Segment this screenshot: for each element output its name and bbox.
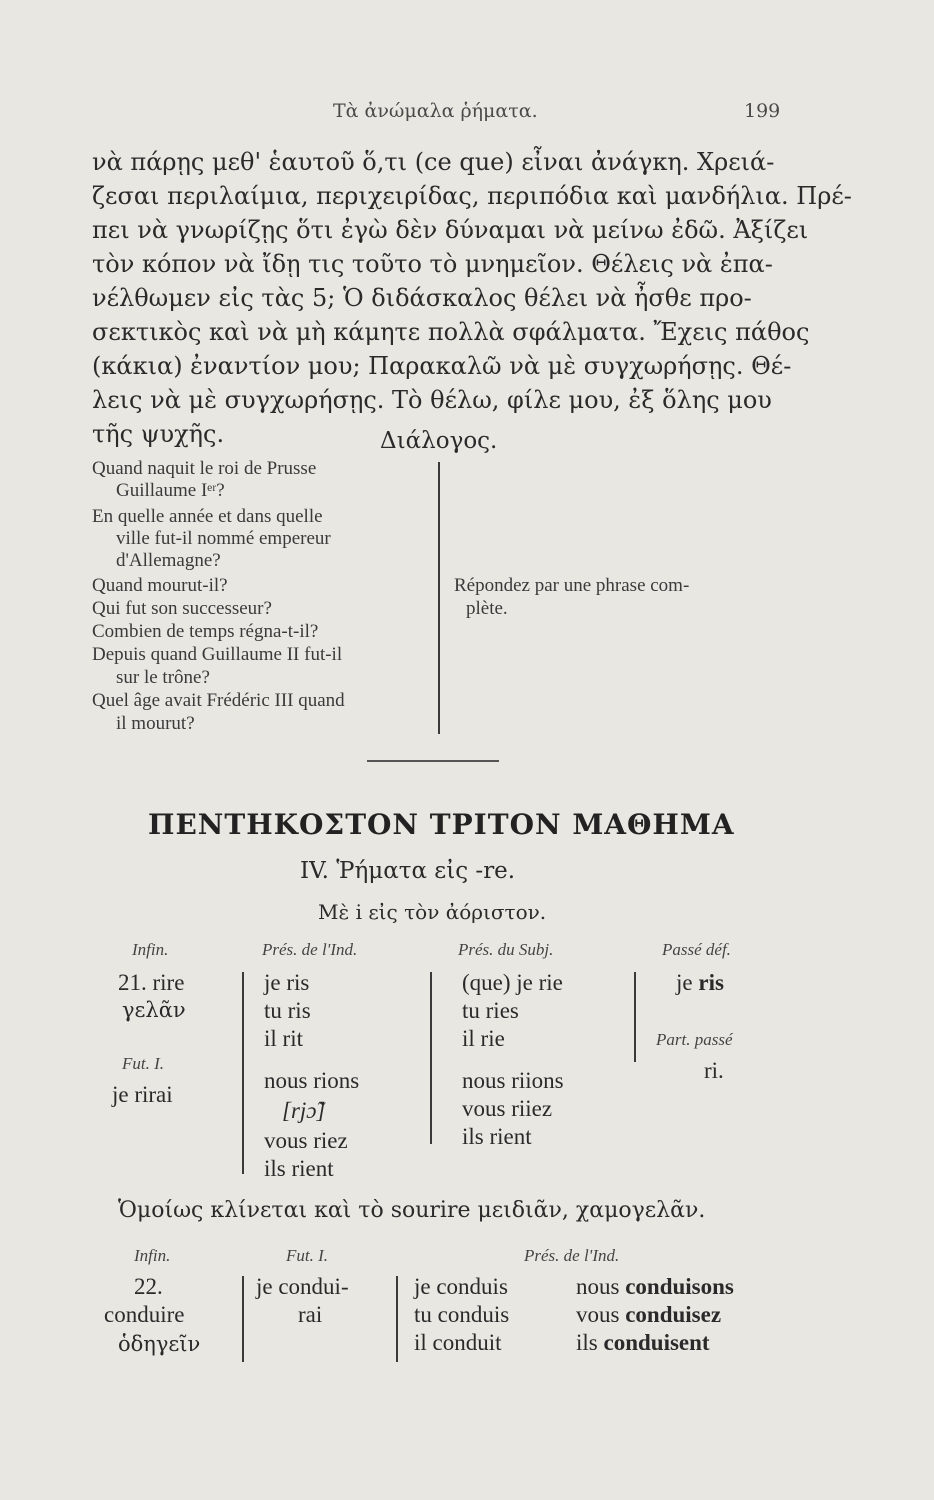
- col-header-pres-ind: Prés. de l'Ind.: [262, 940, 358, 959]
- dialogue-question: Quand naquit le roi de Prusse: [92, 458, 317, 479]
- col-header-fut: Fut. I.: [286, 1246, 329, 1265]
- pres-subj-form: il rie: [462, 1026, 505, 1051]
- dialogue-question: Qui fut son successeur?: [92, 598, 272, 619]
- pres-subj-form: nous riions: [462, 1068, 564, 1093]
- pres-subj-form: (que) je rie: [462, 970, 563, 995]
- paragraph-line: (κάκια) ἐναντίον μου; Παρακαλῶ νὰ μὲ συγχωρήσῃς. Θέ-: [92, 352, 792, 380]
- fut-form: je condui-: [256, 1274, 349, 1299]
- dialogue-instruction: Répondez par une phrase com-: [454, 575, 690, 596]
- column-rule: [430, 972, 432, 1144]
- column-rule: [634, 972, 636, 1062]
- section-divider: [367, 760, 499, 762]
- dialogue-question: Combien de temps régna-t-il?: [92, 621, 319, 642]
- col-header-passe: Passé déf.: [662, 940, 731, 959]
- col-header-infin: Infin.: [134, 1246, 171, 1265]
- pres-ind-form: il rit: [264, 1026, 303, 1051]
- dialogue-question: En quelle année et dans quelle: [92, 506, 323, 527]
- paragraph-line: τὸν κόπον νὰ ἴδῃ τις τοῦτο τὸ μνημεῖον. Θέλεις νὰ ἐπα-: [92, 250, 773, 278]
- similar-verb-note: Ὁμοίως κλίνεται καὶ τὸ sourire μειδιᾶν, χαμογελᾶν.: [118, 1198, 706, 1223]
- brace-line: [438, 462, 440, 734]
- infin-greek: ὁδηγεῖν: [118, 1332, 201, 1356]
- paragraph-line: σεκτικὸς καὶ νὰ μὴ κάμητε πολλὰ σφάλματα. Ἔχεις πάθος: [92, 318, 810, 346]
- dialogue-question: il mourut?: [116, 713, 195, 734]
- participle-label: Part. passé: [656, 1030, 733, 1049]
- column-rule: [242, 1276, 244, 1362]
- dialogue-question: Guillaume Iᵉʳ?: [116, 480, 225, 501]
- column-rule: [396, 1276, 398, 1362]
- passe-form: je ris: [676, 970, 724, 995]
- running-header: Τὰ ἀνώμαλα ῥήματα.: [333, 100, 538, 122]
- dialogue-question: Quel âge avait Frédéric III quand: [92, 690, 345, 711]
- fut-label: Fut. I.: [122, 1054, 165, 1073]
- infin-number: 22.: [134, 1274, 163, 1299]
- pres-subj-form: tu ries: [462, 998, 519, 1023]
- pres-subj-form: vous riiez: [462, 1096, 553, 1121]
- col-header-pres-subj: Prés. du Subj.: [458, 940, 554, 959]
- paragraph-line: νὰ πάρῃς μεθ' ἑαυτοῦ ὅ,τι (ce que) εἶναι ἀνάγκη. Χρειά-: [92, 148, 775, 176]
- pres-ind-form: ils rient: [264, 1156, 334, 1181]
- dialogue-question: ville fut-il nommé empereur: [116, 528, 331, 549]
- dialogue-question: Depuis quand Guillaume II fut-il: [92, 644, 343, 665]
- fut-value: je rirai: [112, 1082, 173, 1107]
- pronunciation: [rjɔ̃]: [282, 1098, 326, 1123]
- pres-ind-plural: ils conduisent: [576, 1330, 710, 1355]
- col-header-infin: Infin.: [132, 940, 169, 959]
- column-rule: [242, 972, 244, 1174]
- pres-ind-form: nous rions: [264, 1068, 360, 1093]
- dialogue-question: d'Allemagne?: [116, 550, 221, 571]
- infin-value: conduire: [104, 1302, 185, 1327]
- pres-ind-form: je conduis: [414, 1274, 508, 1299]
- pres-ind-form: vous riez: [264, 1128, 348, 1153]
- paragraph-line: λεις νὰ μὲ συγχωρήσῃς. Τὸ θέλω, φίλε μου, ἐξ ὅλης μου: [92, 386, 772, 414]
- fut-form: rai: [298, 1302, 323, 1327]
- pres-ind-form: il conduit: [414, 1330, 502, 1355]
- participle-value: ri.: [704, 1058, 724, 1083]
- infin-value: 21. rire: [118, 970, 185, 995]
- dialogue-instruction: plète.: [466, 598, 508, 619]
- dialogue-question: sur le trône?: [116, 667, 210, 688]
- lesson-title: ΠΕΝΤΗΚΟΣΤΟΝ ΤΡΙΤΟΝ ΜΑΘΗΜΑ: [148, 808, 735, 841]
- paragraph-line: νέλθωμεν εἰς τὰς 5; Ὁ διδάσκαλος θέλει νὰ ἦσθε προ-: [92, 284, 752, 312]
- dialogue-title: Διάλογος.: [380, 428, 498, 454]
- dialogue-question: Quand mourut-il?: [92, 575, 228, 596]
- pres-ind-form: je ris: [264, 970, 310, 995]
- paragraph-line: πει νὰ γνωρίζῃς ὅτι ἐγὼ δὲν δύναμαι νὰ μείνω ἐδῶ. Ἀξίζει: [92, 216, 809, 244]
- col-header-pres-ind: Prés. de l'Ind.: [524, 1246, 620, 1265]
- paragraph-line: τῆς ψυχῆς.: [92, 420, 225, 448]
- page-number: 199: [744, 100, 781, 122]
- pres-ind-plural: nous conduisons: [576, 1274, 734, 1299]
- infin-greek: γελᾶν: [122, 998, 186, 1022]
- pres-subj-form: ils rient: [462, 1124, 532, 1149]
- lesson-note: Μὲ i εἰς τὸν ἀόριστον.: [318, 900, 547, 924]
- lesson-subtitle: IV. Ῥήματα εἰς -re.: [300, 858, 516, 884]
- pres-ind-plural: vous conduisez: [576, 1302, 722, 1327]
- pres-ind-form: tu ris: [264, 998, 311, 1023]
- paragraph-line: ζεσαι περιλαίμια, περιχειρίδας, περιπόδια καὶ μανδήλια. Πρέ-: [92, 182, 852, 210]
- pres-ind-form: tu conduis: [414, 1302, 510, 1327]
